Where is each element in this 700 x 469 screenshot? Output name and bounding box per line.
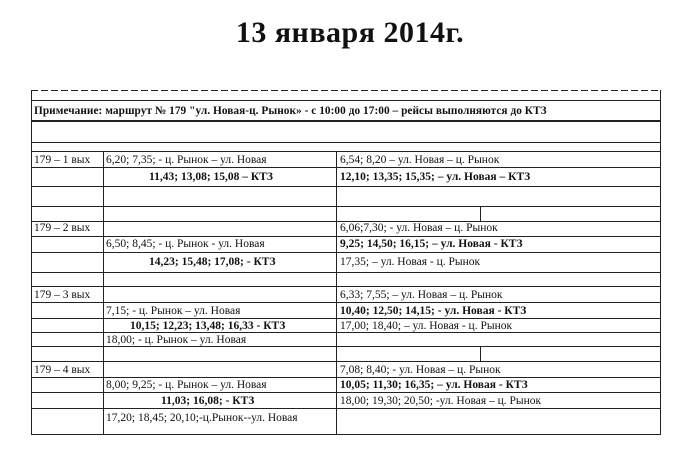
schedule-entry: 10,40; 12,50; 14,15; - ул. Новая - КТЗ	[340, 305, 527, 317]
page-title: 13 января 2014г.	[235, 16, 465, 49]
row-line	[31, 206, 661, 207]
schedule-entry: 6,20; 7,35; - ц. Рынок – ул. Новая	[106, 154, 267, 166]
schedule-entry: 7,08; 8,40; - ул. Новая – ц. Рынок	[340, 364, 501, 376]
route-note: Примечание: маршрут № 179 "ул. Новая-ц. Рынок» - с 10:00 до 17:00 – рейсы выполняются до КТЗ	[34, 105, 547, 117]
row-line	[31, 252, 661, 253]
row-line	[31, 167, 661, 168]
row-line	[31, 408, 661, 409]
schedule-entry: 6,50; 8,45; - ц. Рынок - ул. Новая	[106, 238, 265, 250]
row-line	[31, 302, 661, 303]
schedule-entry: 10,05; 11,30; 16,35; – ул. Новая - КТЗ	[340, 379, 528, 391]
row-line	[31, 151, 661, 152]
block-label: 179 – 2 вых	[34, 222, 91, 234]
schedule-entry: 17,00; 18,40; – ул. Новая - ц. Рынок	[340, 320, 513, 332]
schedule-entry: 17,35; – ул. Новая - ц. Рынок	[340, 256, 481, 268]
row-line	[31, 392, 661, 393]
column-divider-minor	[480, 206, 481, 221]
row-line	[31, 186, 661, 187]
spacer-line	[31, 142, 661, 143]
schedule-entry: 11,03; 16,08; - КТЗ	[161, 395, 255, 407]
block-label: 179 – 4 вых	[34, 364, 91, 376]
block-label: 179 – 1 вых	[34, 154, 91, 166]
schedule-entry: 7,15; - ц. Рынок – ул. Новая	[106, 305, 241, 317]
schedule-entry: 6,54; 8,20 – ул. Новая – ц. Рынок	[340, 154, 500, 166]
schedule-entry: 11,43; 13,08; 15,08 – КТЗ	[149, 171, 273, 183]
schedule-entry: 6,06;7,30; - ул. Новая – ц. Рынок	[340, 222, 498, 234]
note-bottom-line	[31, 120, 661, 122]
schedule-entry: 18,00; - ц. Рынок – ул. Новая	[106, 334, 247, 346]
row-line	[31, 286, 661, 287]
schedule-entry: 6,33; 7,55; – ул. Новая – ц. Рынок	[340, 289, 503, 301]
table-border-bottom	[31, 434, 661, 435]
row-line	[31, 361, 661, 362]
column-divider-minor	[480, 346, 481, 361]
schedule-entry: 18,00; 19,30; 20,50; -ул. Новая – ц. Рынок	[340, 395, 542, 407]
schedule-entry: 17,20; 18,45; 20,10;-ц.Рынок--ул. Новая	[106, 412, 298, 424]
row-line	[31, 272, 661, 273]
schedule-entry: 14,23; 15,48; 17,08; - КТЗ	[149, 256, 276, 268]
schedule-table	[31, 90, 661, 435]
schedule-entry: 12,10; 13,35; 15,35; – ул. Новая – КТЗ	[340, 171, 531, 183]
schedule-entry: 10,15; 12,23; 13,48; 16,33 - КТЗ	[130, 320, 286, 332]
header-line	[31, 100, 661, 101]
block-label: 179 – 3 вых	[34, 289, 91, 301]
schedule-entry: 9,25; 14,50; 16,15; – ул. Новая - КТЗ	[340, 238, 523, 250]
schedule-entry: 8,00; 9,25; - ц. Рынок – ул. Новая	[106, 379, 267, 391]
table-border-top	[31, 90, 661, 91]
